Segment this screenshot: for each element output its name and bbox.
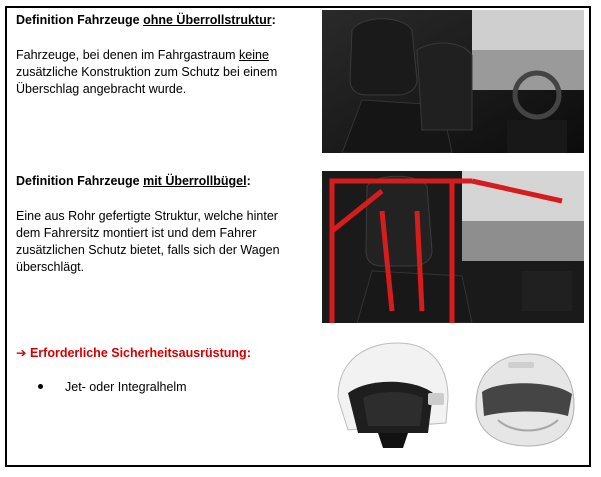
section1-line3: Überschlag angebracht wurde.: [16, 82, 187, 96]
section2-title-prefix: Definition Fahrzeuge: [16, 174, 144, 188]
section3-title: Erforderliche Sicherheitsausrüstung:: [29, 346, 251, 360]
section2-line4: überschlägt.: [16, 260, 85, 274]
car-interior-no-rollcage-photo: [322, 10, 584, 153]
section1-heading: [16, 13, 276, 27]
section2-line1: Eine aus Rohr gefertigte Struktur, welche hinter: [16, 209, 278, 223]
section2-text: [16, 208, 280, 276]
list-item-label: Jet- oder Integralhelm: [65, 380, 187, 394]
section2-title-emphasis: mit Überrollbügel: [143, 174, 247, 188]
bullet-icon: [38, 384, 43, 389]
list-item: [38, 380, 187, 394]
section2-title-suffix: :: [246, 174, 251, 188]
integral-helmet-photo: [468, 350, 578, 450]
section1-line1: Fahrzeuge, bei denen im Fahrgastraum: [16, 48, 240, 62]
section1-title-prefix: Definition Fahrzeuge: [16, 13, 144, 27]
section2-heading: [16, 174, 251, 188]
section2-line2: dem Fahrersitz montiert ist und dem Fahrer: [16, 226, 257, 240]
car-interior-rollcage-photo: [322, 171, 584, 323]
section3-heading: [16, 345, 251, 360]
section1-line2: zusätzliche Konstruktion zum Schutz bei einem: [16, 65, 278, 79]
section1-emphasis-keine: keine: [239, 48, 269, 62]
section1-title-suffix: :: [271, 13, 276, 27]
arrow-right-icon: ➔: [16, 346, 27, 360]
section2-line3: zusätzlichen Schutz bietet, falls sich der Wagen: [16, 243, 280, 257]
section1-title-emphasis: ohne Überrollstruktur: [143, 13, 272, 27]
section1-text: [16, 47, 277, 98]
jet-helmet-photo: [328, 338, 454, 450]
